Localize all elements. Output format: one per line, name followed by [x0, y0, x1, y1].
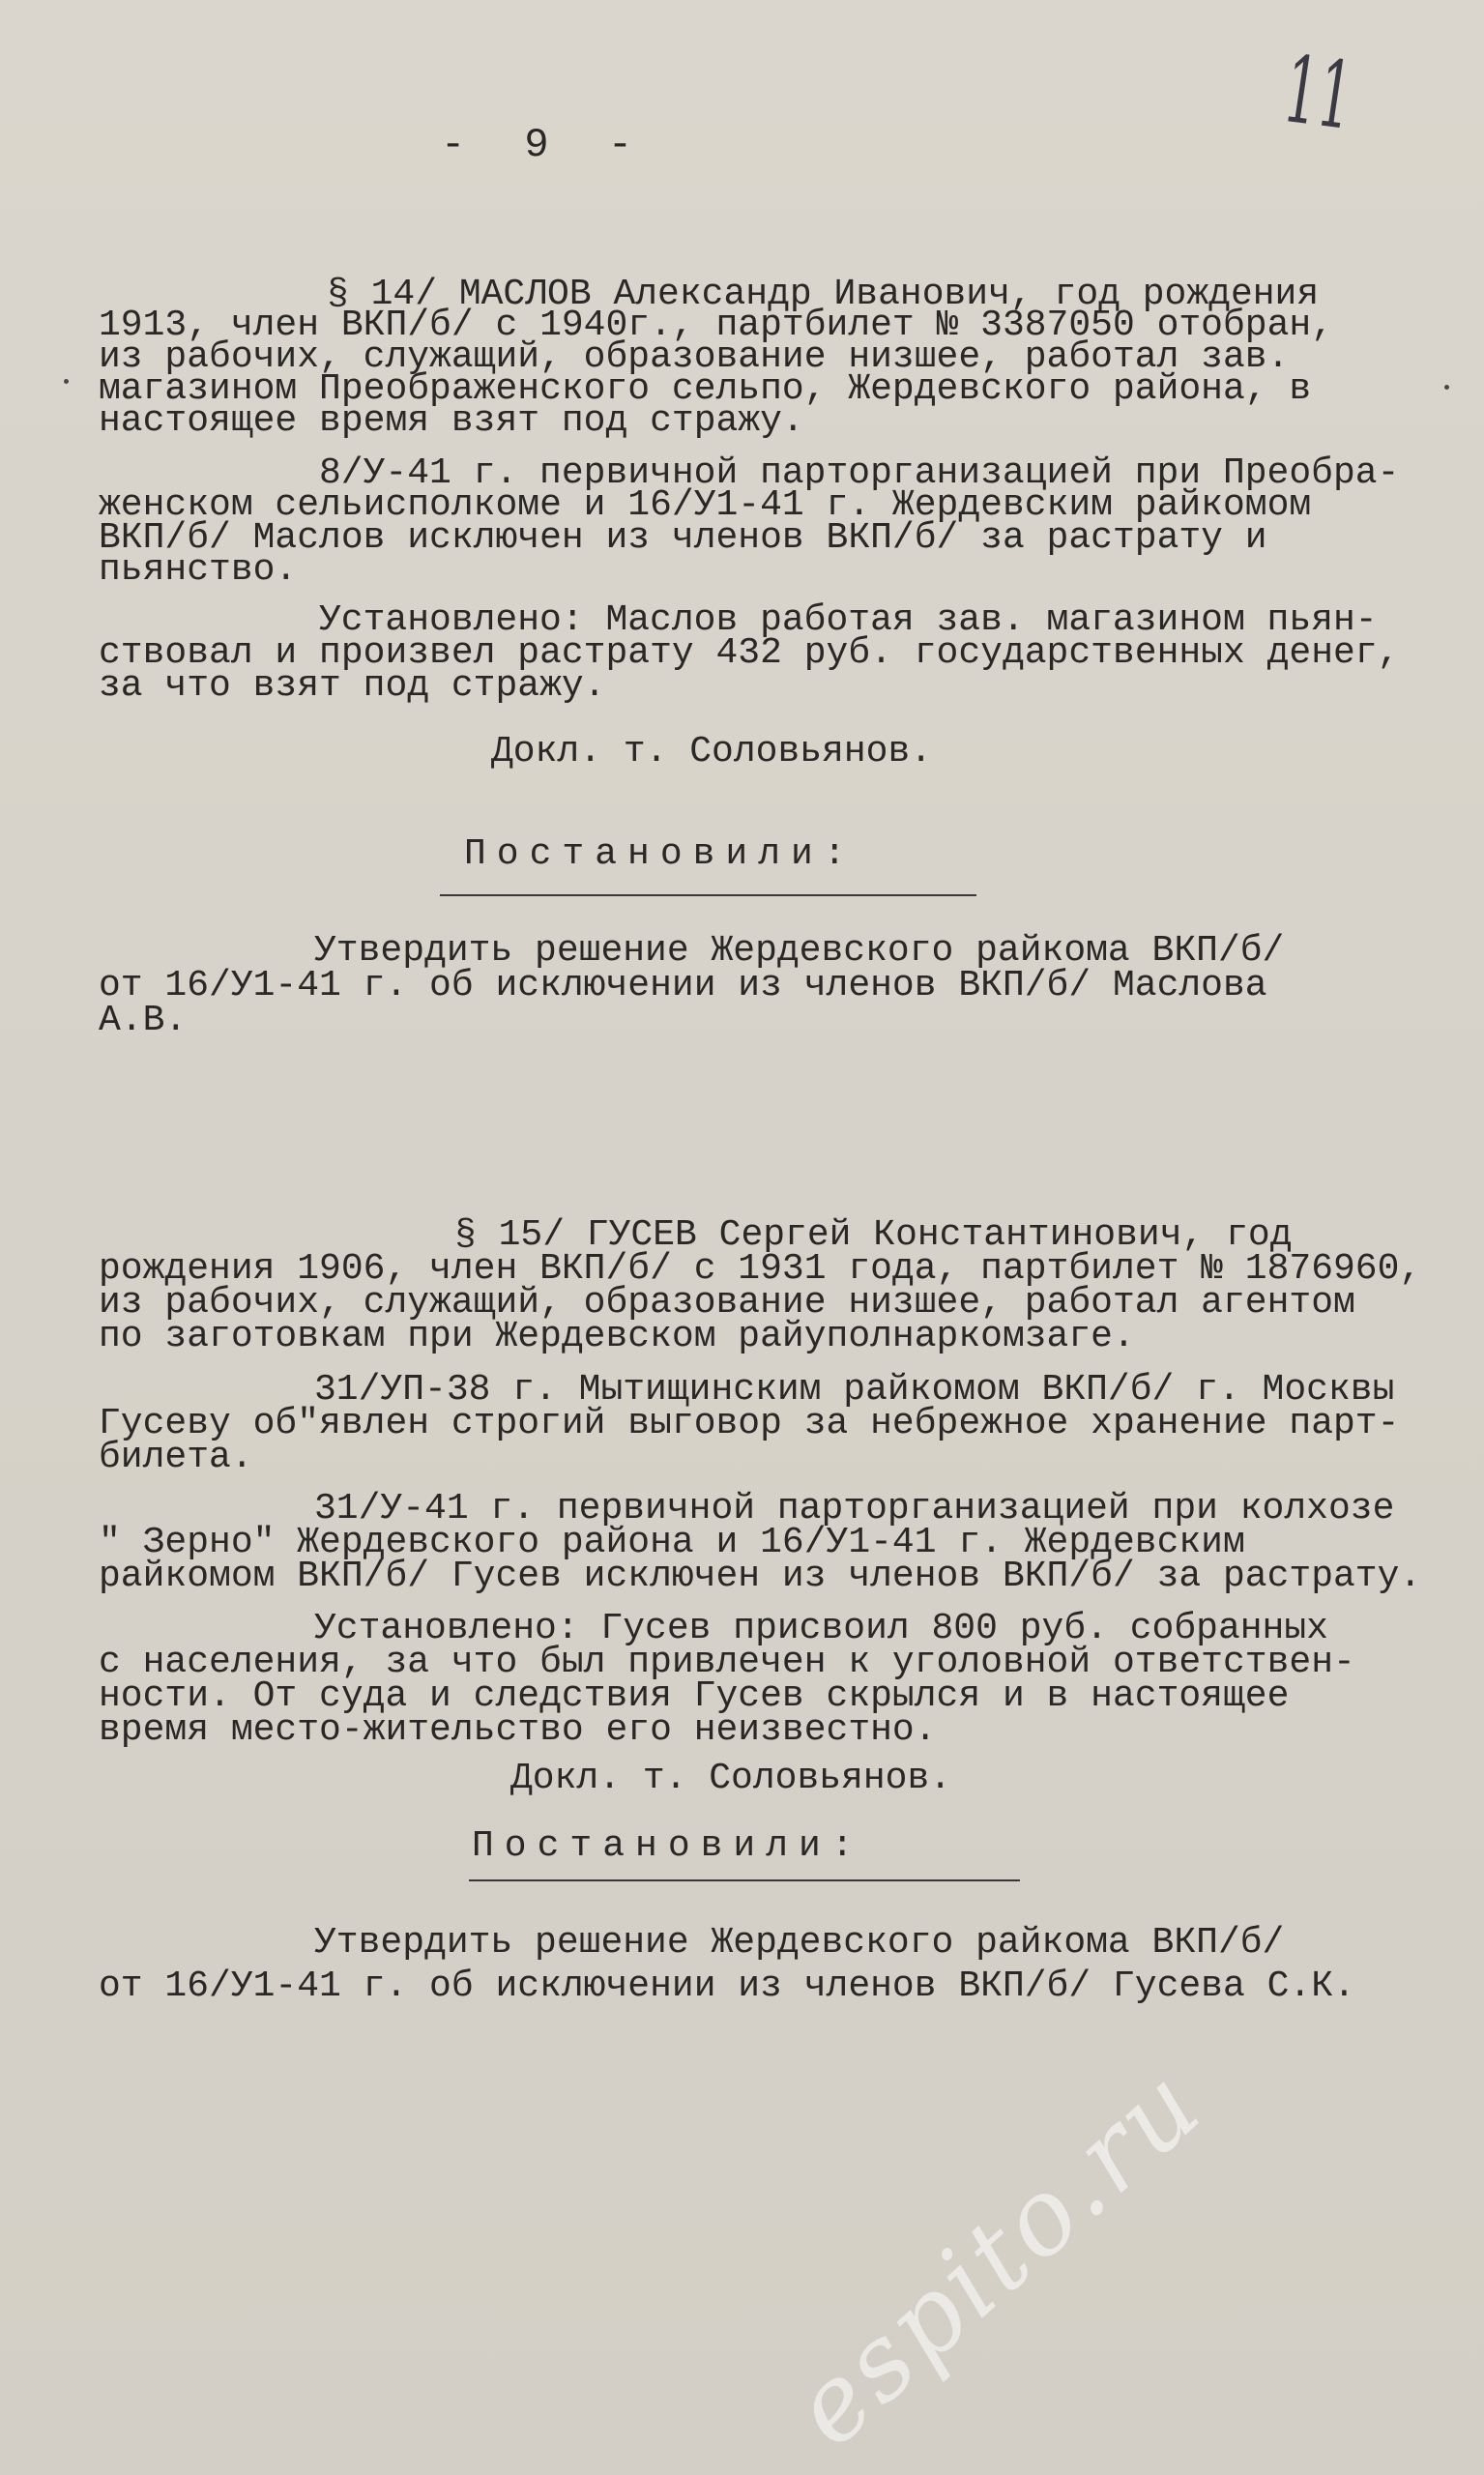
archive-page-number: 11 — [1283, 35, 1355, 152]
section14-line-4: магазином Преображенского сельпо, Жердевского района, в — [99, 368, 1312, 410]
section14-heading: Постановили: — [464, 833, 857, 875]
section14-line-3: из рабочих, служащий, образование низшее, работал зав. — [99, 336, 1290, 378]
margin-mark — [1444, 385, 1449, 390]
section15-line-6: Гусеву об"явлен строгий выговор за небрежное хранение парт- — [99, 1403, 1400, 1444]
section15-line-2: рождения 1906, член ВКП/б/ с 1931 года, партбилет № 1876960, — [99, 1248, 1422, 1290]
section14-heading-underline — [440, 894, 976, 896]
section14-line-8: ВКП/б/ Маслов исключен из членов ВКП/б/ за растрату и — [99, 517, 1267, 559]
section15-heading-underline — [469, 1879, 1020, 1881]
section14-line-11: ствовал и произвел растрату 432 руб. государственных денег, — [99, 632, 1400, 674]
section15-line-9: " Зерно" Жердевского района и 16/У1-41 г. Жердевским — [99, 1522, 1245, 1563]
section14-resolution-3: А.В. — [99, 1000, 188, 1041]
section15-line-14: время место-жительство его неизвестно. — [99, 1709, 937, 1751]
section14-line-1: § 14/ МАСЛОВ Александр Иванович, год рождения — [327, 274, 1320, 315]
section15-line-13: ности. От суда и следствия Гусев скрылся и в настоящее — [99, 1675, 1290, 1717]
section15-line-4: по заготовкам при Жердевском райуполнаркомзаге. — [99, 1316, 1135, 1357]
section15-resolution-2: от 16/У1-41 г. об исключении из членов ВКП/б/ Гусева С.К. — [99, 1965, 1355, 2007]
section14-line-12: за что взят под стражу. — [99, 665, 606, 707]
section14-resolution-1: Утвердить решение Жердевского райкома ВКП/б/ — [314, 930, 1285, 972]
section15-line-11: Установлено: Гусев присвоил 800 руб. собранных — [314, 1608, 1328, 1649]
margin-mark — [64, 379, 69, 384]
section14-line-9: пьянство. — [99, 549, 298, 591]
page-number: - 9 - — [441, 122, 651, 168]
watermark: espito.ru — [770, 2043, 1226, 2470]
section15-line-12: с населения, за что был привлечен к уголовной ответствен- — [99, 1642, 1355, 1683]
section14-resolution-2: от 16/У1-41 г. об исключении из членов ВКП/б/ Маслова — [99, 965, 1267, 1006]
section14-line-5: настоящее время взят под стражу. — [99, 400, 804, 442]
section15-line-1: § 15/ ГУСЕВ Сергей Константинович, год — [454, 1214, 1293, 1256]
section14-line-10: Установлено: Маслов работая зав. магазином пьян- — [319, 599, 1378, 641]
section14-reporter: Докл. т. Соловьянов. — [491, 731, 933, 772]
section15-line-3: из рабочих, служащий, образование низшее, работал агентом — [99, 1282, 1355, 1324]
section15-line-5: 31/УП-38 г. Мытищинским райкомом ВКП/б/ г. Москвы — [314, 1369, 1395, 1411]
section15-line-7: билета. — [99, 1437, 253, 1478]
section15-resolution-1: Утвердить решение Жердевского райкома ВКП/б/ — [314, 1922, 1285, 1964]
section15-heading: Постановили: — [472, 1825, 864, 1867]
section14-line-7: женском сельисполкоме и 16/У1-41 г. Жердевским райкомом — [99, 484, 1312, 526]
section15-line-8: 31/У-41 г. первичной парторганизацией при колхозе — [314, 1488, 1395, 1529]
section14-line-2: 1913, член ВКП/б/ с 1940г., партбилет № 3387050 отобран, — [99, 305, 1334, 346]
section14-line-6: 8/У-41 г. первичной парторганизацией при Преобра- — [319, 452, 1400, 494]
section15-reporter: Докл. т. Соловьянов. — [510, 1758, 952, 1799]
section15-line-10: райкомом ВКП/б/ Гусев исключен из членов ВКП/б/ за растрату. — [99, 1556, 1422, 1597]
